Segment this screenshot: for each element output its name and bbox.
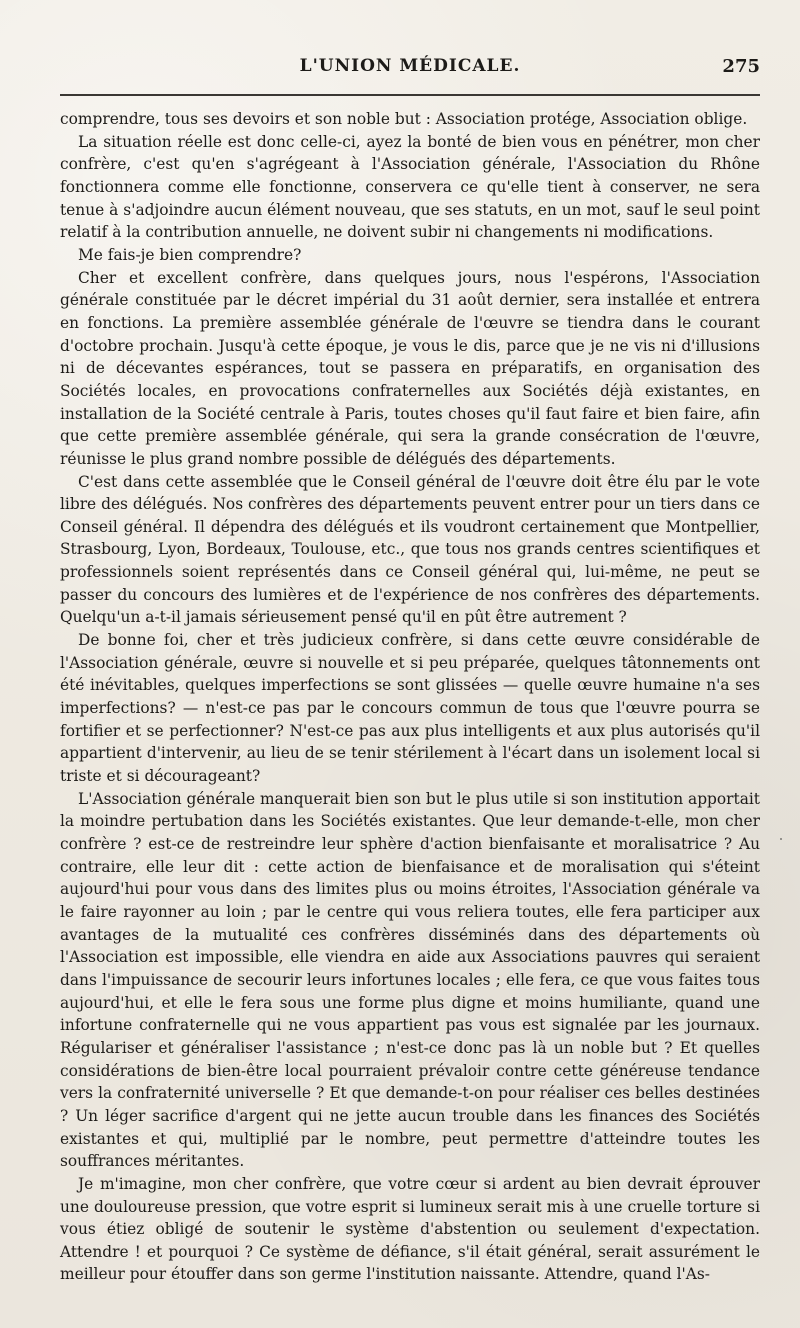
page-header <box>60 56 760 86</box>
paragraph: L'Association générale manquerait bien son but le plus utile si son institution apportait la moindre pertubation dans les Sociétés existantes. Que leur demande-t-elle, mon cher confrère ? est-ce de restreindre leur sphère d'action bienfaisante et moralisatrice ? Au contraire, elle leur dit : cette action de bienfaisance et de moralisation qui s'éteint aujourd'hui pour vous dans des limites plus ou moins étroites, l'Association générale va le faire rayonner au loin ; par le centre qui vous reliera toutes, elle fera participer aux avantages de la mutualité ces confrères disséminés dans des départements où l'Association est impossible, elle viendra en aide aux Associations pauvres qui seraient dans l'impuissance de secourir leurs infortunes locales ; elle fera, ce que vous faites tous aujourd'hui, et elle le fera sous une forme plus digne et moins humiliante, quand une infortune confraternelle qui ne vous appartient pas vous est signalée par les journaux. Régulariser et généraliser l'assistance ; n'est-ce donc pas là un noble but ? Et quelles considérations de bien-être local pourraient prévaloir contre cette généreuse tendance vers la confraternité universelle ? Et que demande-t-on pour réaliser ces belles destinées ? Un léger sacrifice d'argent qui ne jette aucun trouble dans les finances des Sociétés existantes et qui, multiplié par le nombre, peut permettre d'atteindre toutes les souffrances méritantes. <box>60 789 760 1171</box>
paragraph: C'est dans cette assemblée que le Conseil général de l'œuvre doit être élu par le vote libre des délégués. Nos confrères des départements peuvent entrer pour un tiers dans ce Conseil général. Il dépendra des délégués et ils voudront certainement que Montpellier, Strasbourg, Lyon, Bordeaux, Toulouse, etc., que tous nos grands centres scientifiques et professionnels soient représentés dans ce Conseil général qui, lui-même, ne peut se passer du concours des lumières et de l'expérience de nos confrères des départements. Quelqu'un a-t-il jamais sérieusement pensé qu'il en pût être autrement ? <box>60 472 760 627</box>
paragraph: comprendre, tous ses devoirs et son noble but : Association protége, Association oblige. <box>60 110 748 128</box>
article-body <box>60 108 760 1286</box>
page-number: 275 <box>722 56 760 77</box>
paragraph: La situation réelle est donc celle-ci, ayez la bonté de bien vous en pénétrer, mon cher confrère, c'est qu'en s'agrégeant à l'Association générale, l'Association du Rhône fonctionnera comme elle fonctionne, conservera ce qu'elle tient à conserver, ne sera tenue à s'adjoindre aucun élément nouveau, que ses statuts, en un mot, sauf le seul point relatif à la contribution annuelle, ne doivent subir ni changements ni modifications. <box>60 132 760 242</box>
header-rule <box>60 94 760 96</box>
paragraph: Je m'imagine, mon cher confrère, que votre cœur si ardent au bien devrait éprouver une douloureuse pression, que votre esprit si lumineux serait mis à une cruelle torture si vous étiez obligé de soutenir le système d'abstention ou seulement d'expectation. Attendre ! et pourquoi ? Ce système de défiance, s'il était général, serait assurément le meilleur pour étouffer dans son germe l'institution naissante. Attendre, quand l'As- <box>60 1174 760 1284</box>
scan-speck <box>780 838 782 840</box>
paragraph: De bonne foi, cher et très judicieux confrère, si dans cette œuvre considérable de l'Association générale, œuvre si nouvelle et si peu préparée, quelques tâtonnements ont été inévitables, quelques imperfections se sont glissées — quelle œuvre humaine n'a ses imperfections? — n'est-ce pas par le concours commun de tous que l'œuvre pourra se fortifier et se perfectionner? N'est-ce pas aux plus intelligents et aux plus autorisés qu'il appartient d'intervenir, au lieu de se tenir stérilement à l'écart dans un isolement local si triste et si décourageant? <box>60 631 760 786</box>
paragraph: Me fais-je bien comprendre? <box>78 245 302 264</box>
paragraph: Cher et excellent confrère, dans quelques jours, nous l'espérons, l'Association générale constituée par le décret impérial du 31 août dernier, sera installée et entrera en fonctions. La première assemblée générale de l'œuvre se tiendra dans le courant d'octobre prochain. Jusqu'à cette époque, je vous le dis, parce que je ne vis ni d'illusions ni de décevantes espérances, tout se passera en préparatifs, en organisation des Sociétés locales, en provocations confraternelles aux Sociétés déjà existantes, en installation de la Société centrale à Paris, toutes choses qu'il faut faire et bien faire, afin que cette première assemblée générale, qui sera la grande consécration de l'œuvre, réunisse le plus grand nombre possible de délégués des départements. <box>60 268 760 468</box>
journal-title: L'UNION MÉDICALE. <box>299 56 521 76</box>
